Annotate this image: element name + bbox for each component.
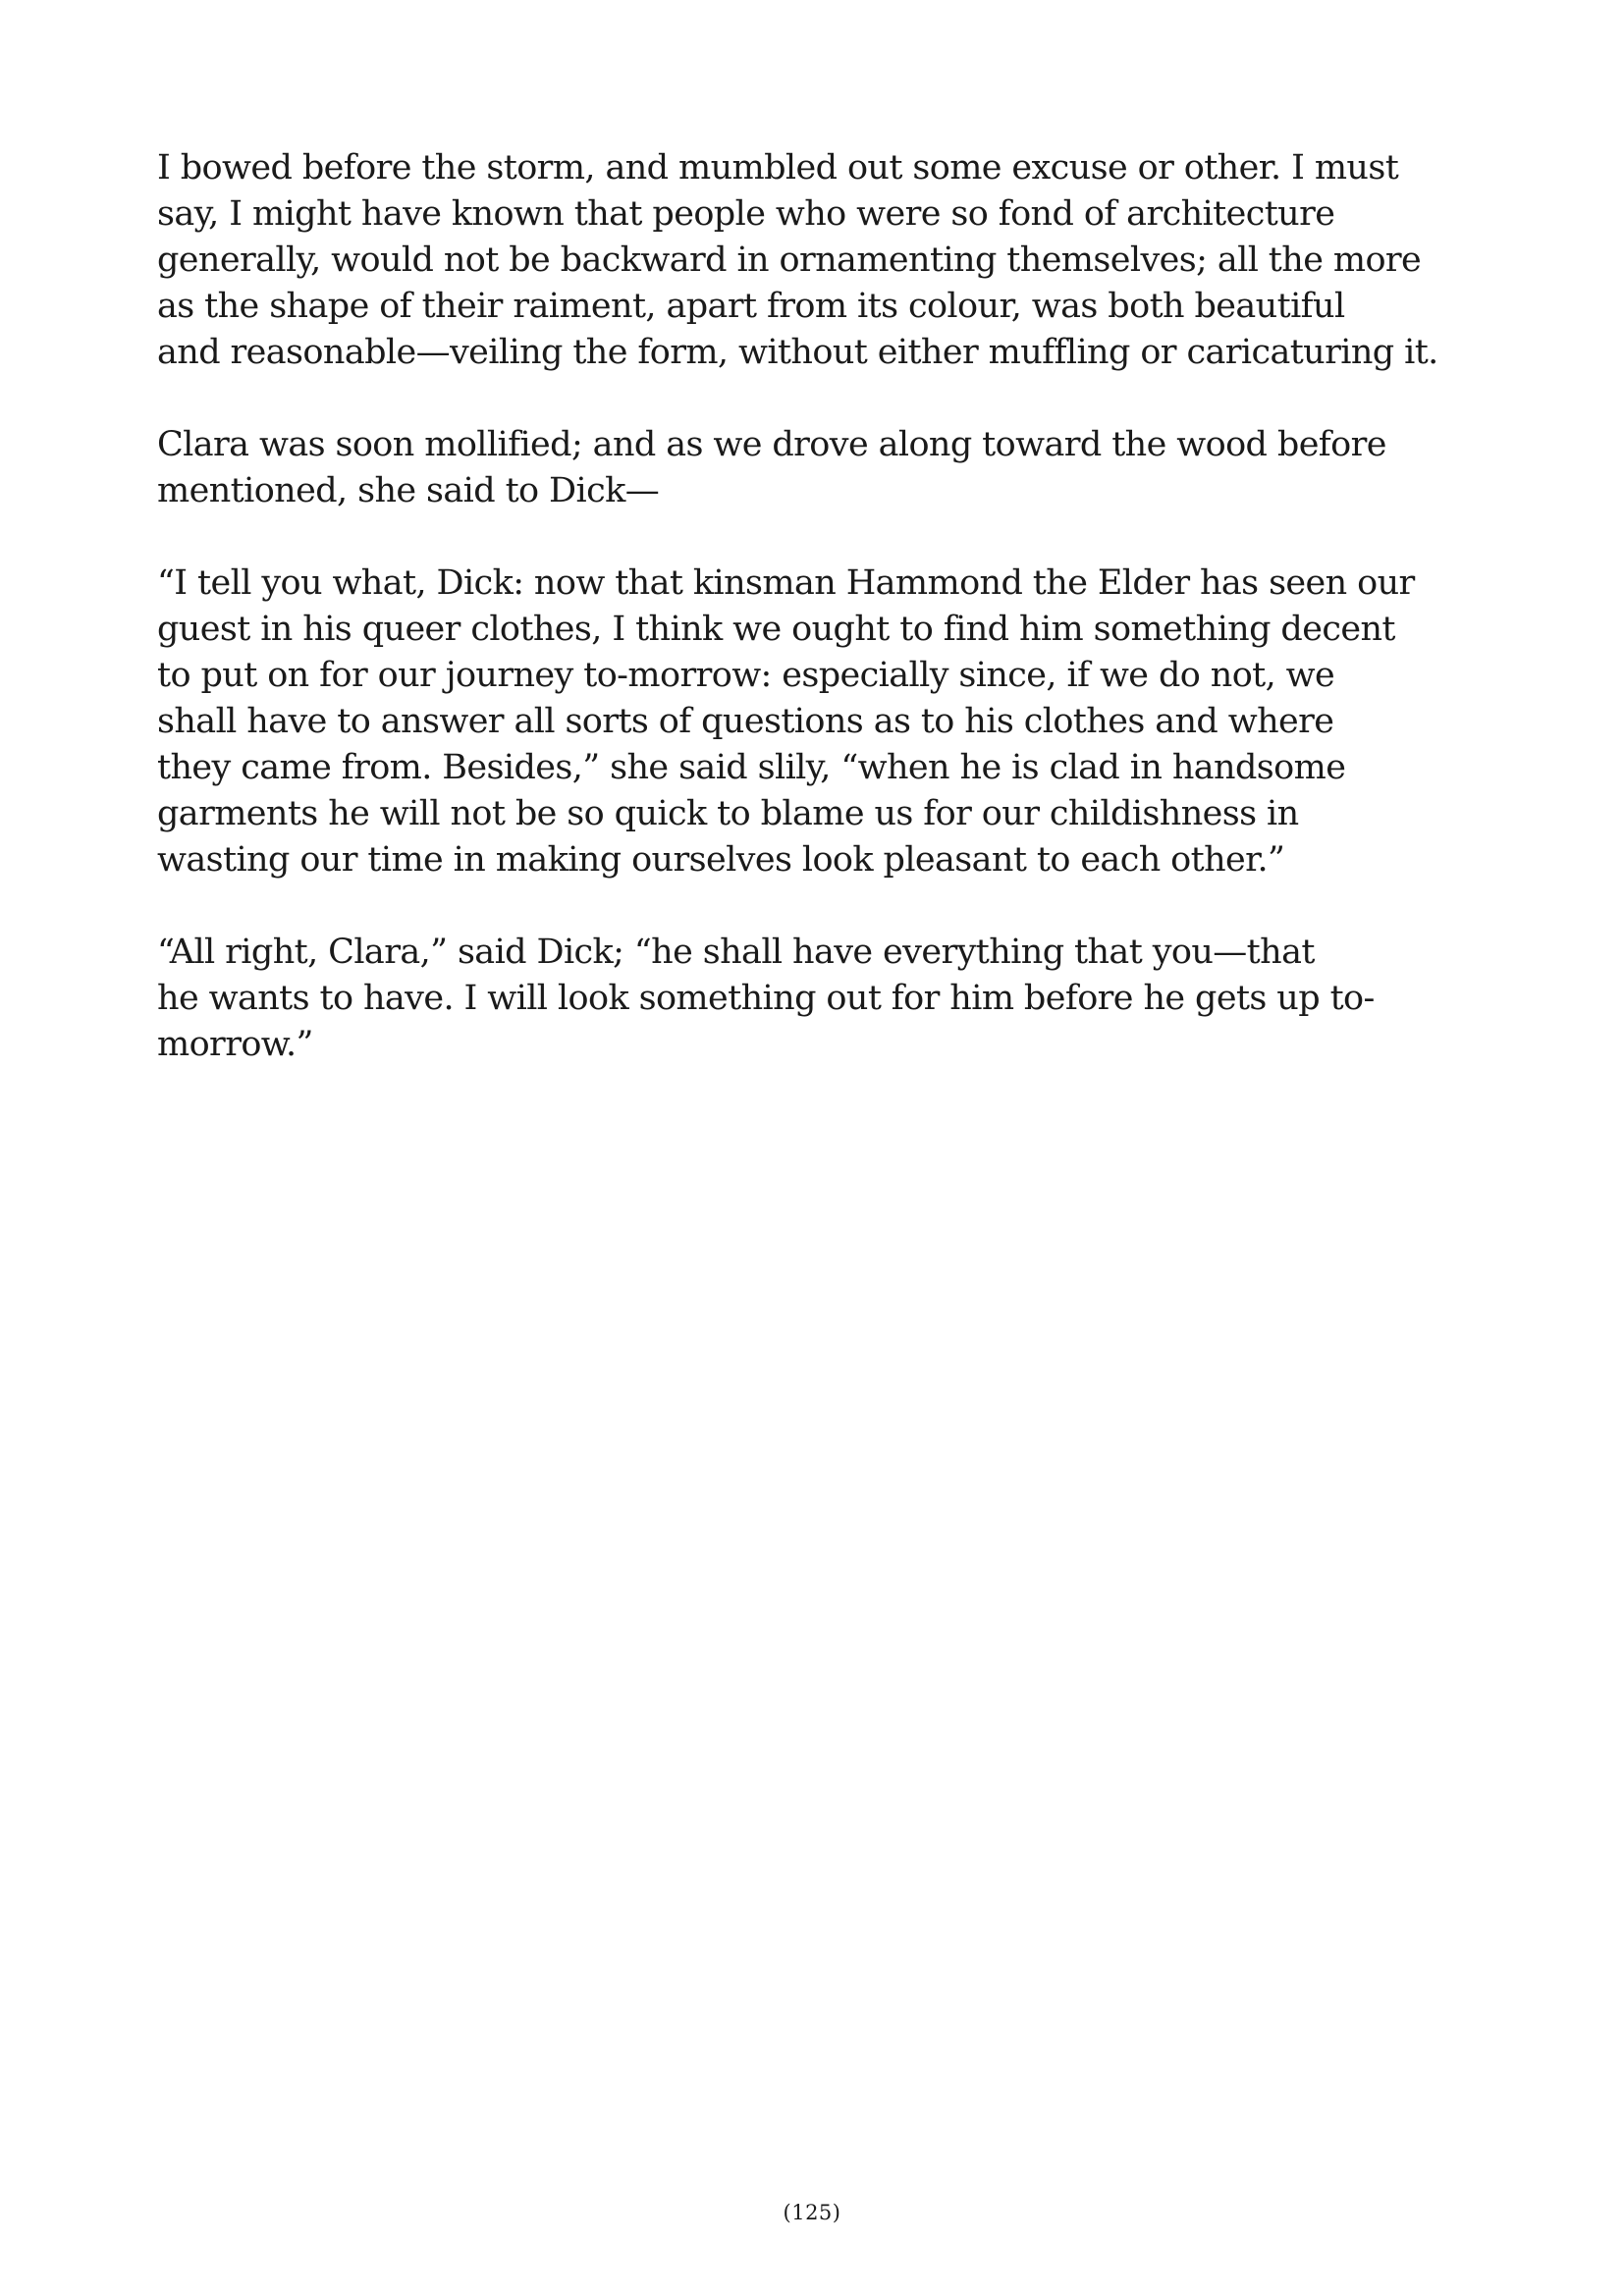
text-line: “All right, Clara,” said Dick; “he shall have everything that you—that (157, 933, 1315, 972)
text-line: Clara was soon mollified; and as we drove along toward the wood before (157, 425, 1386, 464)
text-line: shall have to answer all sorts of questions as to his clothes and where (157, 702, 1334, 741)
paragraph-spacer (157, 883, 1532, 930)
text-line: mentioned, she said to Dick— (157, 471, 660, 510)
text-line: to put on for our journey to-morrow: especially since, if we do not, we (157, 656, 1335, 695)
text-line: as the shape of their raiment, apart from its colour, was both beautiful (157, 287, 1345, 326)
text-line: generally, would not be backward in ornamenting themselves; all the more (157, 240, 1422, 280)
paragraph-3 (157, 561, 1532, 883)
text-line: guest in his queer clothes, I think we ought to find him something decent (157, 610, 1395, 649)
paragraph-1 (157, 145, 1532, 376)
text-line: they came from. Besides,” she said slily, “when he is clad in handsome (157, 748, 1346, 787)
text-line: say, I might have known that people who were so fond of architecture (157, 194, 1335, 234)
page-number: (125) (783, 2201, 841, 2224)
paragraph-2 (157, 422, 1532, 514)
paragraph-spacer (157, 514, 1532, 561)
text-line: and reasonable—veiling the form, without either muffling or caricaturing it. (157, 333, 1438, 372)
text-line: “I tell you what, Dick: now that kinsman Hammond the Elder has seen our (157, 563, 1415, 603)
text-line: morrow.” (157, 1025, 313, 1064)
text-line: wasting our time in making ourselves look pleasant to each other.” (157, 840, 1285, 880)
text-line: garments he will not be so quick to blame us for our childishness in (157, 794, 1299, 833)
text-line: he wants to have. I will look something out for him before he gets up to- (157, 979, 1375, 1018)
paragraph-4 (157, 930, 1532, 1068)
body-text (157, 145, 1532, 1068)
text-line: I bowed before the storm, and mumbled out some excuse or other. I must (157, 148, 1399, 187)
paragraph-spacer (157, 376, 1532, 422)
